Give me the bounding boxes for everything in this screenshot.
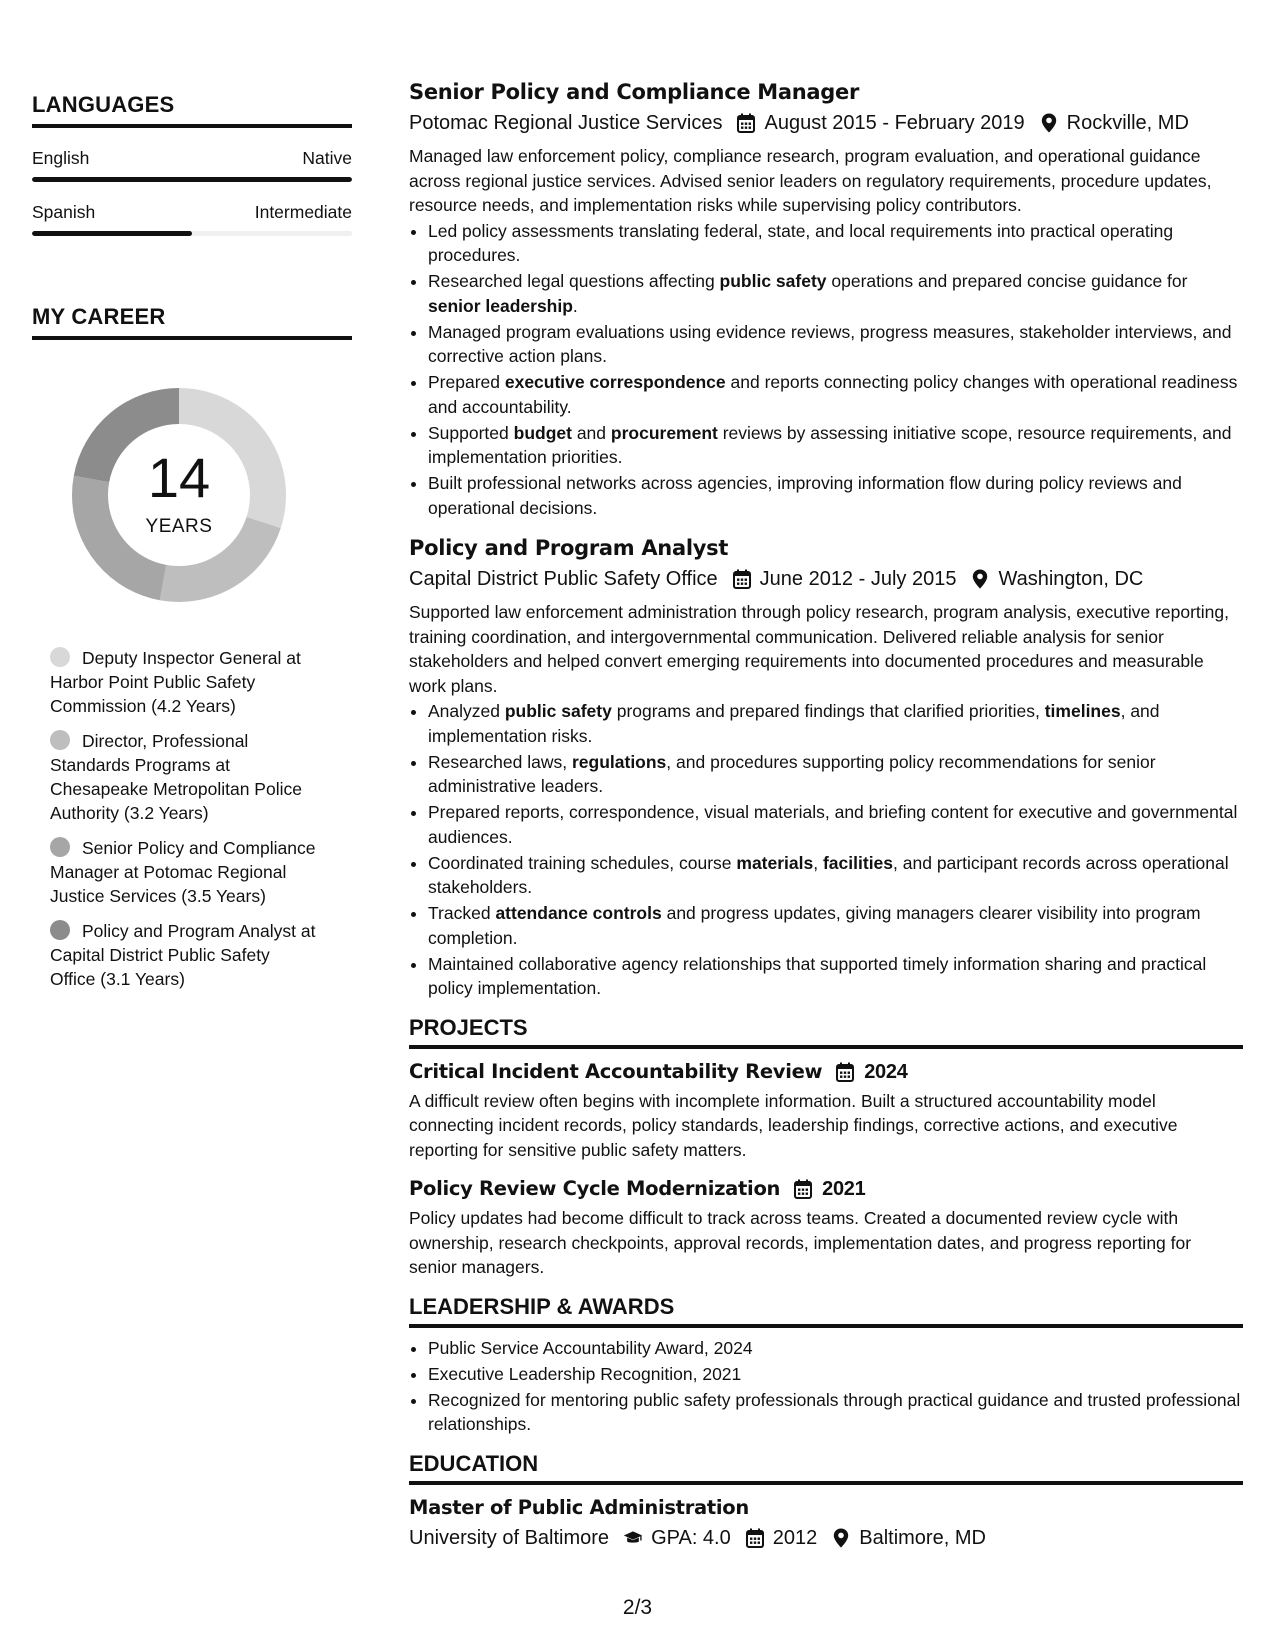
education-heading: EDUCATION — [409, 1451, 1243, 1485]
job-bullet — [428, 320, 1243, 369]
bullet-keyword: senior leadership — [428, 295, 573, 316]
bullet-text: and reports connecting policy changes with operational readiness and accountability. — [428, 372, 1238, 417]
bullet-keyword: procurement — [610, 422, 718, 443]
bullet-text: Built professional networks across agencies, improving information flow during policy reviews and operational decisions. — [428, 473, 1182, 518]
job-bullet — [428, 901, 1243, 950]
languages-heading: LANGUAGES — [32, 92, 352, 128]
education-school: University of Baltimore — [409, 1526, 610, 1549]
bullet-text: reviews by assessing initiative scope, resource requirements, and implementation priorities. — [428, 422, 1232, 467]
language-proficiency-bar — [32, 231, 352, 236]
bullet-keyword: attendance controls — [495, 903, 662, 923]
graduation-cap-icon — [623, 1528, 643, 1548]
career-donut-chart — [64, 380, 294, 610]
job-meta — [409, 108, 1243, 138]
career-legend-text: Policy and Program Analyst at Capital District Public Safety Office (3.1 Years) — [50, 921, 316, 989]
job-dates: August 2015 - February 2019 — [764, 112, 1025, 134]
bullet-text: , and implementation risks. — [428, 701, 1160, 746]
language-level: Native — [302, 148, 352, 168]
career-legend — [50, 646, 320, 991]
bullet-text: Prepared reports, correspondence, visual materials, and briefing content for executive and governmental audiences. — [428, 802, 1238, 847]
job-bullet — [428, 471, 1243, 520]
languages-list — [32, 148, 352, 236]
job-location: Rockville, MD — [1066, 112, 1189, 134]
career-heading: MY CAREER — [32, 304, 352, 340]
awards-list — [409, 1336, 1243, 1437]
project-description: Policy updates had become difficult to track across teams. Created a documented review cycle with ownership, research checkpoints, approval records, implementation dates, and progress reporting for senior managers. — [409, 1208, 1192, 1277]
job-bullets — [409, 699, 1243, 1001]
bullet-text: Researched laws, — [428, 751, 572, 772]
job-bullet — [428, 851, 1243, 900]
bullet-keyword: materials — [736, 852, 814, 873]
job-title: Policy and Program Analyst — [409, 536, 729, 560]
career-legend-item — [50, 646, 320, 718]
legend-dot — [50, 920, 70, 940]
job-summary: Managed law enforcement policy, compliance research, program evaluation, and operational guidance across regional justice services. Advised senior leaders on regulatory requirements, procedure updates, resource needs, and implementation risks while supervising policy contributors. — [409, 146, 1212, 215]
bullet-keyword: public safety — [504, 701, 612, 721]
education-location: Baltimore, MD — [859, 1526, 986, 1549]
job-company: Potomac Regional Justice Services — [409, 112, 723, 134]
job-bullet — [428, 952, 1243, 1001]
language-proficiency-bar — [32, 177, 352, 182]
project-header — [409, 1057, 1243, 1087]
bullet-text: and — [571, 422, 611, 443]
job-bullet — [428, 421, 1243, 470]
award-item: • Recognized for mentoring public safety professionals through practical guidance and trusted professional relationships. — [428, 1388, 1243, 1437]
career-legend-text: Senior Policy and Compliance Manager at Potomac Regional Justice Services (3.5 Years) — [50, 838, 316, 906]
left-column — [32, 92, 352, 1002]
job-bullet — [428, 269, 1243, 318]
bullet-text: programs and prepared findings that clarified priorities, — [611, 701, 1045, 721]
right-column — [409, 76, 1243, 1553]
awards-heading: LEADERSHIP & AWARDS — [409, 1294, 1243, 1328]
project-header — [409, 1174, 1243, 1204]
language-name: Spanish — [32, 202, 96, 222]
bullet-text: , and procedures supporting policy recommendations for senior administrative leaders. — [428, 751, 1156, 796]
job-summary: Supported law enforcement administration through policy research, program analysis, executive reporting, training coordination, and intergovernmental communication. Delivered reliable analysis for senior stakeholders and helped convert emerging requirements into documented procedures and measurable work plans. — [409, 602, 1230, 696]
career-legend-text: Deputy Inspector General at Harbor Point Public Safety Commission (4.2 Years) — [50, 648, 301, 716]
bullet-text: Supported — [428, 422, 514, 443]
projects-list — [409, 1057, 1243, 1280]
project-name: Policy Review Cycle Modernization — [409, 1177, 781, 1200]
bullet-text: Researched legal questions affecting — [428, 271, 720, 291]
education-degree: Master of Public Administration — [409, 1495, 749, 1519]
career-total-unit: YEARS — [145, 516, 213, 537]
education-meta — [409, 1523, 1243, 1553]
bullet-text: operations and prepared concise guidance for — [826, 271, 1188, 291]
map-pin-icon — [831, 1528, 851, 1548]
projects-heading: PROJECTS — [409, 1015, 1243, 1049]
career-legend-text: Director, Professional Standards Programs at Chesapeake Metropolitan Police Authority (3.2 Years) — [50, 731, 302, 823]
page-number: 2/3 — [622, 1596, 653, 1619]
job-company: Capital District Public Safety Office — [409, 568, 718, 590]
job-title: Senior Policy and Compliance Manager — [409, 80, 860, 104]
bullet-text: Managed program evaluations using evidence reviews, progress measures, stakeholder interviews, and corrective action plans. — [428, 321, 1232, 366]
award-item: • Public Service Accountability Award, 2024 — [428, 1336, 1243, 1361]
project-description: A difficult review often begins with incomplete information. Built a structured accountability model connecting incident records, policy standards, leadership findings, corrective actions, and executive reporting for sensitive public safety matters. — [409, 1090, 1178, 1160]
job-bullet — [428, 370, 1243, 419]
job-bullet — [428, 219, 1243, 268]
bullet-text: , and participant records across operational stakeholders. — [428, 852, 1229, 897]
award-item: • Executive Leadership Recognition, 2021 — [428, 1362, 1243, 1387]
language-row — [32, 202, 352, 223]
job-bullet — [428, 750, 1243, 799]
calendar-icon — [745, 1528, 765, 1548]
job-meta — [409, 564, 1243, 594]
bullet-keyword: timelines — [1044, 701, 1121, 721]
bullet-text: Analyzed — [428, 701, 505, 721]
bullet-text: and progress updates, giving managers clearer visibility into program completion. — [428, 903, 1201, 948]
map-pin-icon — [970, 569, 990, 589]
bullet-keyword: executive correspondence — [504, 372, 726, 392]
legend-dot — [50, 647, 70, 667]
calendar-icon — [732, 569, 752, 589]
project-year: 2024 — [864, 1060, 908, 1083]
experience-section — [409, 76, 1243, 1001]
project-entry — [409, 1057, 1243, 1163]
project-name: Critical Incident Accountability Review — [409, 1059, 823, 1083]
bullet-text: Led policy assessments translating federal, state, and local requirements into practical operating procedures. — [428, 220, 1174, 265]
bullet-keyword: regulations — [571, 751, 667, 772]
calendar-icon — [736, 113, 756, 133]
job-entry — [409, 76, 1243, 520]
bullet-text: Coordinated training schedules, course — [428, 852, 737, 873]
language-row — [32, 148, 352, 169]
bullet-keyword: budget — [513, 422, 572, 443]
job-bullet — [428, 800, 1243, 849]
language-name: English — [32, 148, 90, 168]
bullet-text: , — [813, 852, 823, 873]
career-legend-item — [50, 729, 320, 825]
bullet-text: Prepared — [428, 372, 505, 392]
language-level: Intermediate — [254, 202, 352, 222]
career-legend-item — [50, 836, 320, 908]
career-legend-item — [50, 919, 320, 991]
legend-dot — [50, 730, 70, 750]
map-pin-icon — [1039, 113, 1059, 133]
career-total-number: 14 — [147, 446, 211, 509]
language-proficiency-fill — [32, 177, 352, 182]
education-year: 2012 — [772, 1526, 818, 1549]
job-location: Washington, DC — [998, 568, 1144, 590]
calendar-icon — [794, 1179, 814, 1199]
calendar-icon — [836, 1062, 856, 1082]
education-gpa: GPA: 4.0 — [651, 1526, 731, 1549]
language-proficiency-fill — [32, 231, 192, 236]
bullet-text: Tracked — [428, 903, 496, 923]
job-dates: June 2012 - July 2015 — [759, 568, 957, 590]
bullet-keyword: facilities — [822, 852, 894, 873]
project-year: 2021 — [822, 1178, 866, 1200]
job-bullet — [428, 699, 1243, 748]
legend-dot — [50, 837, 70, 857]
bullet-keyword: public safety — [719, 271, 827, 291]
job-bullets — [409, 219, 1243, 521]
job-entry — [409, 532, 1243, 1001]
bullet-text: Maintained collaborative agency relationships that supported timely information sharing and practical policy implementation. — [428, 953, 1207, 998]
project-entry — [409, 1174, 1243, 1280]
bullet-text: . — [572, 295, 578, 316]
